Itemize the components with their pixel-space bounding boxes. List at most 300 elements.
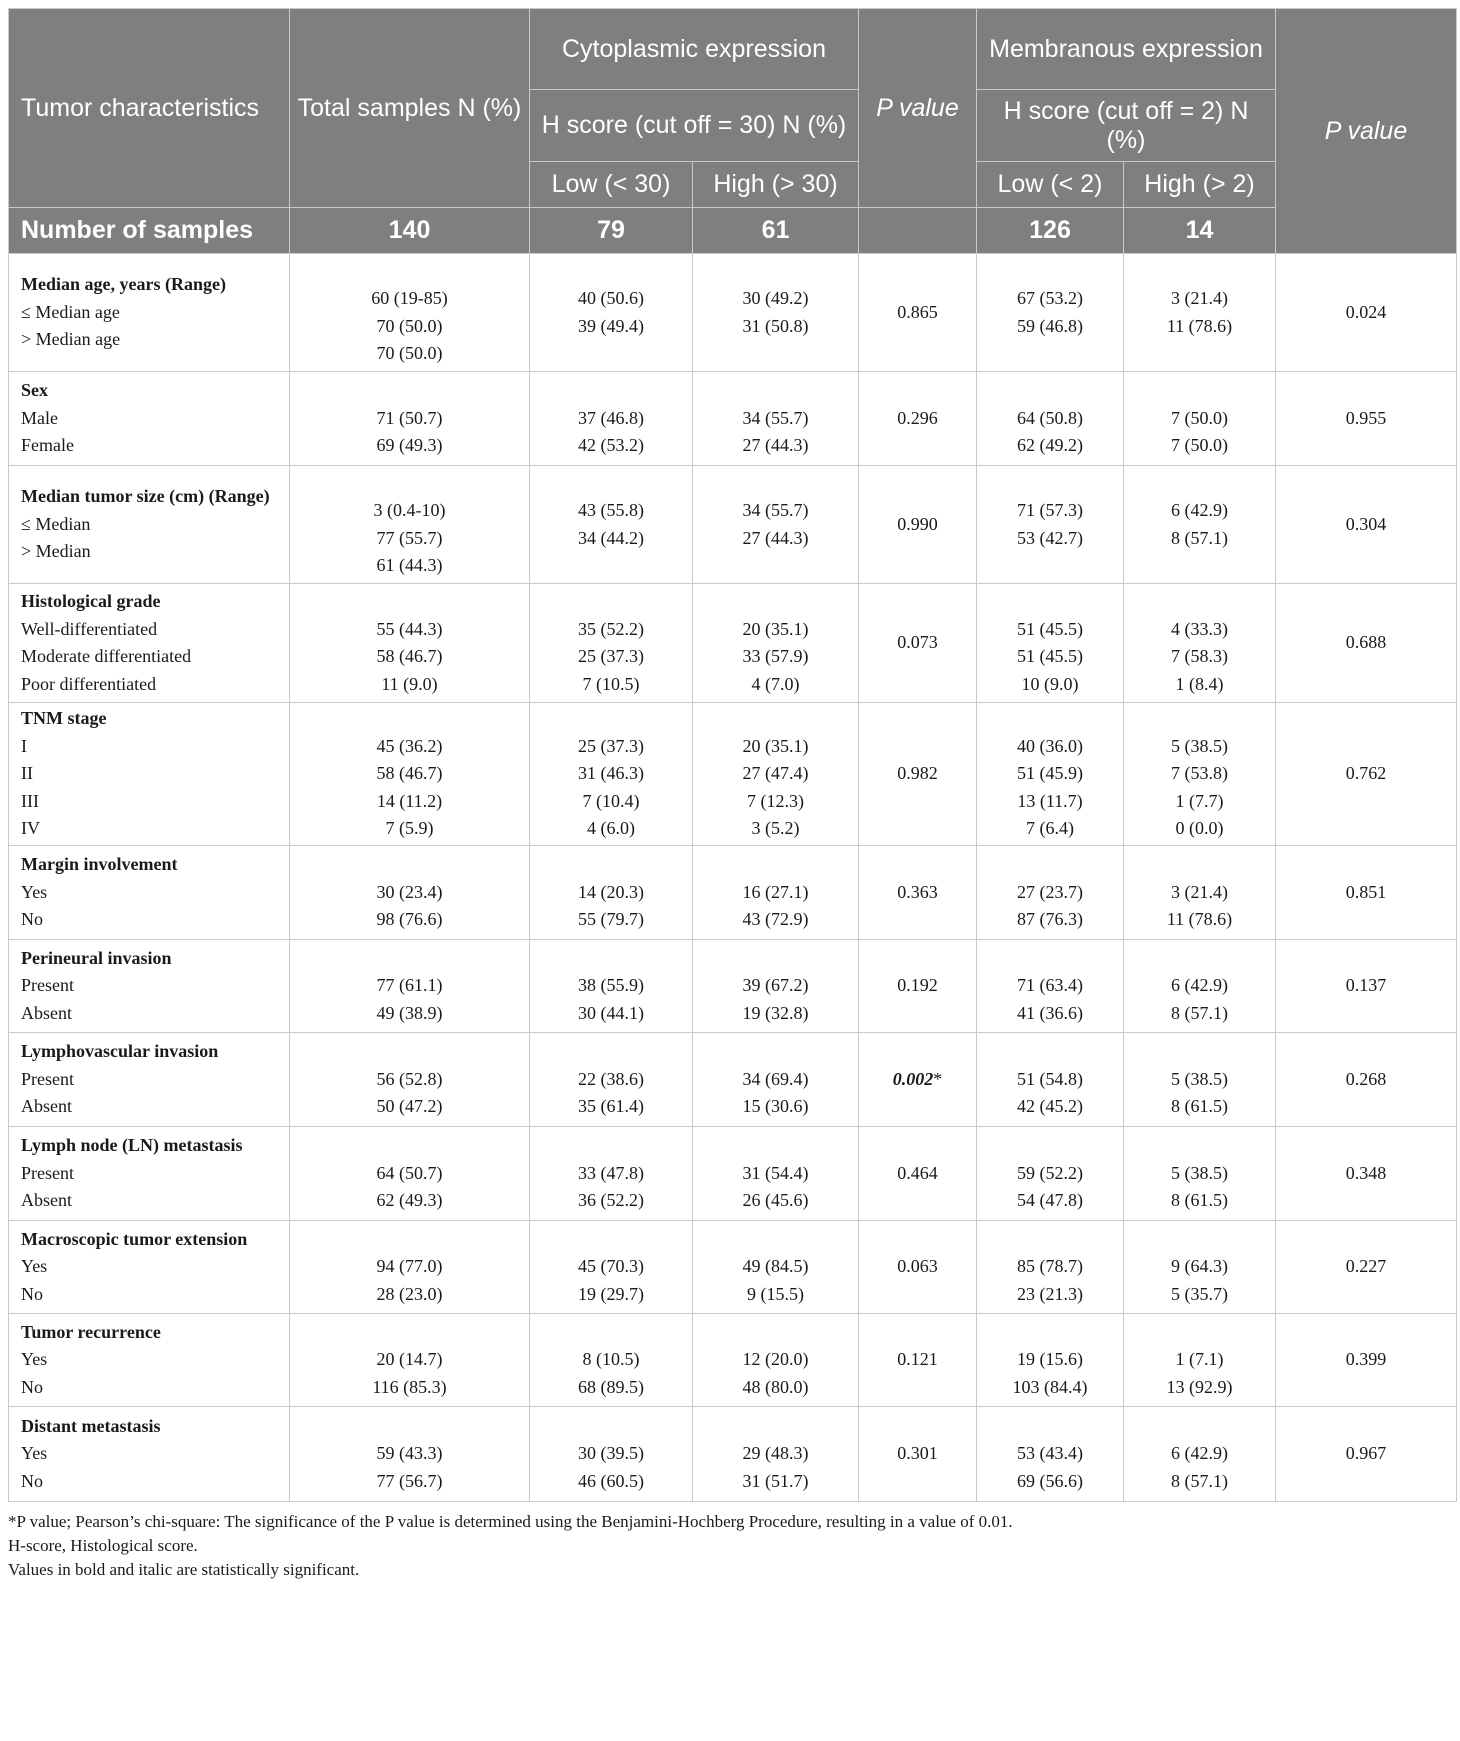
table-row	[9, 1314, 1457, 1407]
cell-p-value	[859, 584, 977, 703]
cell-value: 33 (57.9)	[742, 646, 809, 666]
cell-value: 13 (92.9)	[1166, 1376, 1233, 1397]
table-row	[9, 1127, 1457, 1221]
cell-value	[530, 851, 692, 879]
cell-value	[977, 588, 1123, 616]
cell-value: 56 (52.8)	[376, 1068, 443, 1089]
cell-value	[290, 851, 529, 879]
cell-cyto-high	[693, 1407, 859, 1502]
characteristic-category: No	[21, 1283, 43, 1304]
cell-value	[693, 1038, 858, 1066]
characteristic-heading: Margin involvement	[21, 854, 178, 875]
table-row	[9, 940, 1457, 1033]
cell-value: 14 (11.2)	[376, 790, 443, 811]
characteristic-category: No	[21, 1376, 43, 1397]
cell-total	[290, 1033, 530, 1127]
cell-cyto-high	[693, 372, 859, 466]
cell-value	[290, 1132, 529, 1160]
cell-value: 5 (38.5)	[1171, 735, 1228, 756]
characteristic-category: Absent	[21, 1190, 72, 1211]
cell-value: 46 (60.5)	[578, 1470, 644, 1491]
number-mem-low: 126	[977, 208, 1124, 254]
cell-value: 7 (6.4)	[1026, 818, 1074, 839]
cell-value: 4 (7.0)	[751, 673, 800, 694]
cell-mem-low	[977, 254, 1124, 372]
cell-value: 6 (42.9)	[1171, 500, 1228, 520]
cell-value: 5 (35.7)	[1171, 1283, 1228, 1304]
cell-total	[290, 703, 530, 846]
cell-value: 59 (52.2)	[1017, 1162, 1083, 1183]
table-header	[9, 9, 1457, 254]
cell-value: 19 (32.8)	[742, 1002, 809, 1023]
cell-value	[693, 1132, 858, 1160]
cell-value: 27 (44.3)	[742, 527, 809, 548]
cell-cyto-low	[530, 466, 693, 584]
cell-mem-low	[977, 372, 1124, 466]
characteristic-heading: Macroscopic tumor extension	[21, 1228, 248, 1249]
row-label-cell	[9, 1033, 290, 1127]
p-value: 0.865	[897, 301, 938, 322]
cell-p-value	[1276, 703, 1457, 846]
cell-cyto-high	[693, 254, 859, 372]
cell-value	[977, 1226, 1123, 1254]
cell-mem-low	[977, 1033, 1124, 1127]
cell-value: 42 (45.2)	[1017, 1096, 1083, 1117]
cell-value	[977, 945, 1123, 973]
cell-value: 77 (56.7)	[376, 1470, 443, 1491]
cell-value	[1124, 851, 1275, 879]
cell-p-value	[859, 1127, 977, 1221]
table-row	[9, 703, 1457, 846]
cell-value: 7 (58.3)	[1171, 646, 1228, 666]
cell-p-value	[1276, 466, 1457, 584]
cell-value	[530, 377, 692, 405]
characteristic-category: Present	[21, 1068, 74, 1089]
cell-value	[290, 945, 529, 973]
cell-mem-low	[977, 940, 1124, 1033]
cell-value: 0 (0.0)	[1175, 818, 1224, 839]
table-row	[9, 1407, 1457, 1502]
table-container	[8, 8, 1456, 1582]
cell-value	[693, 851, 858, 879]
cell-total	[290, 1127, 530, 1221]
cell-value: 20 (35.1)	[742, 618, 809, 639]
cell-mem-high	[1124, 1407, 1276, 1502]
cell-p-value	[859, 1407, 977, 1502]
cell-total	[290, 846, 530, 940]
cell-mem-high	[1124, 584, 1276, 703]
cell-value	[693, 377, 858, 405]
row-label-cell	[9, 466, 290, 584]
cell-value	[530, 1132, 692, 1160]
table-row	[9, 466, 1457, 584]
characteristic-category: Absent	[21, 1002, 72, 1023]
table-row	[9, 372, 1457, 466]
cell-value: 37 (46.8)	[578, 407, 644, 428]
cell-value: 19 (29.7)	[578, 1283, 644, 1304]
p-value: 0.192	[897, 975, 938, 996]
cell-value: 40 (36.0)	[1017, 735, 1083, 756]
cell-p-value	[1276, 940, 1457, 1033]
p-value: 0.688	[1345, 632, 1387, 653]
p-value: 0.967	[1345, 1443, 1387, 1464]
cell-value: 1 (7.7)	[1175, 790, 1224, 811]
cell-value: 27 (23.7)	[1017, 881, 1083, 902]
characteristic-category: I	[21, 735, 27, 756]
cell-value	[977, 1132, 1123, 1160]
cell-cyto-low	[530, 1407, 693, 1502]
row-label-cell	[9, 1127, 290, 1221]
cell-mem-high	[1124, 254, 1276, 372]
cell-value: 30 (39.5)	[578, 1443, 644, 1464]
cell-mem-high	[1124, 1314, 1276, 1407]
header-cytoplasmic-expression: Cytoplasmic expression	[530, 9, 859, 90]
cell-value: 9 (15.5)	[747, 1283, 804, 1304]
cell-value: 69 (56.6)	[1017, 1470, 1083, 1491]
significance-mark: *	[933, 1068, 943, 1089]
cell-value	[1124, 705, 1275, 733]
characteristic-heading: Perineural invasion	[21, 947, 172, 968]
cell-value: 7 (5.9)	[385, 818, 434, 839]
cell-value: 29 (48.3)	[742, 1443, 809, 1464]
cell-value	[693, 1413, 858, 1441]
cell-cyto-low	[530, 940, 693, 1033]
row-label-cell	[9, 254, 290, 372]
cell-mem-high	[1124, 1127, 1276, 1221]
cell-value	[1124, 377, 1275, 405]
cell-value: 31 (46.3)	[578, 763, 644, 784]
cell-p-value	[859, 372, 977, 466]
cell-p-value	[859, 466, 977, 584]
cell-p-value	[1276, 1033, 1457, 1127]
cell-value: 71 (57.3)	[1017, 500, 1083, 520]
cell-mem-low	[977, 584, 1124, 703]
cell-value	[1124, 945, 1275, 973]
cell-cyto-high	[693, 1221, 859, 1314]
characteristic-category: Moderate differentiated	[21, 646, 192, 666]
p-value: 0.268	[1345, 1068, 1387, 1089]
cell-p-value	[1276, 1221, 1457, 1314]
cell-value: 45 (36.2)	[376, 735, 443, 756]
cell-value: 8 (57.1)	[1171, 527, 1228, 548]
cell-value	[290, 1413, 529, 1441]
cell-value: 59 (43.3)	[376, 1443, 443, 1464]
cell-value: 1 (8.4)	[1175, 673, 1224, 694]
cell-value: 20 (35.1)	[742, 735, 809, 756]
characteristic-category: Present	[21, 1162, 74, 1183]
number-cyto-high: 61	[693, 208, 859, 254]
cell-value	[290, 377, 529, 405]
characteristic-category: Female	[21, 435, 74, 456]
cell-value: 6 (42.9)	[1171, 1443, 1228, 1464]
characteristic-heading: Histological grade	[21, 591, 161, 611]
footnote: Values in bold and italic are statistically significant.	[8, 1560, 360, 1579]
cell-value	[977, 377, 1123, 405]
p-value: 0.348	[1345, 1162, 1387, 1183]
cell-value: 64 (50.7)	[376, 1162, 443, 1183]
cell-value	[530, 588, 692, 616]
cell-mem-high	[1124, 1221, 1276, 1314]
cell-value: 16 (27.1)	[742, 881, 809, 902]
characteristic-category: IV	[21, 818, 40, 839]
cell-value: 43 (55.8)	[578, 500, 644, 520]
cell-value: 31 (50.8)	[742, 315, 809, 336]
cell-value: 70 (50.0)	[376, 343, 443, 363]
cell-value	[530, 945, 692, 973]
cell-value: 103 (84.4)	[1012, 1376, 1088, 1397]
p-value: 0.121	[897, 1349, 938, 1370]
table-body	[9, 254, 1457, 1502]
cell-value	[693, 945, 858, 973]
row-label-cell	[9, 846, 290, 940]
cell-p-value	[1276, 846, 1457, 940]
footnote: *P value; Pearson’s chi-square: The significance of the P value is determined using the Benjamini-Hochberg Procedure, resulting in a value of 0.01.	[8, 1512, 1013, 1531]
cell-value: 94 (77.0)	[376, 1256, 443, 1277]
cell-value: 8 (61.5)	[1171, 1096, 1228, 1117]
p-value: 0.464	[897, 1162, 938, 1183]
cell-p-value	[859, 703, 977, 846]
characteristic-category: Poor differentiated	[21, 673, 157, 694]
cell-value: 55 (79.7)	[578, 909, 644, 930]
cell-value: 69 (49.3)	[376, 435, 443, 456]
cell-value: 71 (63.4)	[1017, 975, 1083, 996]
header-total-samples: Total samples N (%)	[290, 9, 530, 208]
cell-value: 7 (50.0)	[1171, 407, 1228, 428]
cell-value: 36 (52.2)	[578, 1190, 644, 1211]
cell-value: 38 (55.9)	[578, 975, 644, 996]
p-value: 0.073	[897, 632, 938, 653]
cell-p-value	[1276, 372, 1457, 466]
row-label-cell	[9, 1221, 290, 1314]
cell-value: 13 (11.7)	[1017, 790, 1083, 811]
cell-mem-high	[1124, 372, 1276, 466]
cell-value: 26 (45.6)	[742, 1190, 809, 1211]
cell-value: 12 (20.0)	[742, 1349, 809, 1370]
cell-value: 35 (61.4)	[578, 1096, 644, 1117]
cell-value: 27 (47.4)	[742, 763, 809, 784]
cell-p-value	[859, 254, 977, 372]
cell-value: 53 (42.7)	[1017, 527, 1083, 548]
p-value: 0.296	[897, 407, 938, 428]
characteristic-heading: Tumor recurrence	[21, 1321, 161, 1342]
cell-value: 7 (10.5)	[582, 673, 640, 694]
cell-value: 33 (47.8)	[578, 1162, 644, 1183]
cell-value: 39 (67.2)	[742, 975, 809, 996]
cell-value: 85 (78.7)	[1017, 1256, 1083, 1277]
footnotes	[8, 1502, 1456, 1582]
cell-p-value	[859, 846, 977, 940]
cell-value: 98 (76.6)	[376, 909, 443, 930]
cell-value	[530, 1413, 692, 1441]
cell-p-value	[1276, 584, 1457, 703]
cell-value: 8 (57.1)	[1171, 1002, 1228, 1023]
p-value: 0.301	[897, 1443, 938, 1464]
cell-total	[290, 372, 530, 466]
cell-value: 45 (70.3)	[578, 1256, 644, 1277]
row-label-cell	[9, 584, 290, 703]
cell-total	[290, 1407, 530, 1502]
cell-value	[1124, 1038, 1275, 1066]
cell-value: 71 (50.7)	[376, 407, 443, 428]
cell-value: 87 (76.3)	[1017, 909, 1083, 930]
cell-value	[290, 258, 529, 286]
cell-value	[693, 705, 858, 733]
cell-value	[290, 1226, 529, 1254]
cell-cyto-low	[530, 1127, 693, 1221]
row-label-cell	[9, 1314, 290, 1407]
cell-value: 68 (89.5)	[578, 1376, 644, 1397]
cell-total	[290, 1221, 530, 1314]
header-cyto-low: Low (< 30)	[530, 162, 693, 208]
cell-value	[290, 470, 529, 498]
p-value: 0.227	[1345, 1256, 1387, 1277]
cell-cyto-high	[693, 1127, 859, 1221]
tumor-characteristics-table	[8, 8, 1457, 1502]
cell-cyto-high	[693, 1314, 859, 1407]
cell-mem-low	[977, 1314, 1124, 1407]
cell-cyto-high	[693, 1033, 859, 1127]
cell-value: 77 (55.7)	[376, 527, 443, 548]
cell-value: 42 (53.2)	[578, 435, 644, 456]
cell-value: 48 (80.0)	[742, 1376, 809, 1397]
row-label-cell	[9, 940, 290, 1033]
characteristic-category: No	[21, 909, 43, 930]
cell-value: 34 (44.2)	[578, 527, 644, 548]
characteristic-category: II	[21, 763, 33, 784]
cell-total	[290, 466, 530, 584]
cell-value: 61 (44.3)	[376, 555, 443, 575]
cell-value: 59 (46.8)	[1017, 315, 1083, 336]
cell-value: 67 (53.2)	[1017, 288, 1083, 308]
row-label-cell	[9, 703, 290, 846]
cell-value: 53 (43.4)	[1017, 1443, 1083, 1464]
cell-mem-low	[977, 703, 1124, 846]
cell-value	[530, 1319, 692, 1347]
cell-value	[977, 1319, 1123, 1347]
characteristic-heading: Median tumor size (cm) (Range)	[21, 486, 270, 507]
p-value: 0.990	[897, 513, 938, 534]
cell-value: 30 (23.4)	[376, 881, 443, 902]
cell-value: 34 (55.7)	[742, 500, 809, 520]
cell-value: 51 (45.9)	[1017, 763, 1083, 784]
number-mem-high: 14	[1124, 208, 1276, 254]
characteristic-category: III	[21, 790, 39, 811]
cell-value	[1124, 588, 1275, 616]
number-of-samples-label: Number of samples	[9, 208, 290, 254]
cell-value: 54 (47.8)	[1017, 1190, 1083, 1211]
cell-value: 55 (44.3)	[376, 618, 443, 639]
row-label-cell	[9, 372, 290, 466]
cell-mem-low	[977, 466, 1124, 584]
characteristic-heading: Lymphovascular invasion	[21, 1041, 219, 1062]
p-value: 0.851	[1345, 881, 1387, 902]
cell-value: 9 (64.3)	[1171, 1256, 1228, 1277]
characteristic-category: Yes	[21, 881, 48, 902]
cell-value	[977, 1413, 1123, 1441]
cell-total	[290, 584, 530, 703]
header-tumor-characteristics: Tumor characteristics	[9, 9, 290, 208]
header-membranous-expression: Membranous expression	[977, 9, 1276, 90]
characteristic-heading: Distant metastasis	[21, 1415, 161, 1436]
characteristic-category: No	[21, 1470, 43, 1491]
cell-value: 58 (46.7)	[376, 763, 443, 784]
cell-cyto-low	[530, 254, 693, 372]
cell-value: 4 (6.0)	[587, 818, 635, 839]
cell-p-value	[1276, 254, 1457, 372]
cell-p-value	[1276, 1127, 1457, 1221]
characteristic-category: Absent	[21, 1096, 72, 1117]
cell-value: 62 (49.2)	[1017, 435, 1083, 456]
header-mem-low: Low (< 2)	[977, 162, 1124, 208]
p-value: 0.762	[1345, 763, 1387, 784]
cell-value: 5 (38.5)	[1171, 1068, 1228, 1089]
cell-p-value	[859, 1314, 977, 1407]
cell-value: 70 (50.0)	[376, 315, 443, 336]
cell-value: 51 (45.5)	[1017, 646, 1083, 666]
cell-mem-high	[1124, 466, 1276, 584]
cell-value: 7 (53.8)	[1171, 763, 1228, 784]
header-membranous-hscore: H score (cut off = 2) N (%)	[977, 90, 1276, 162]
cell-total	[290, 940, 530, 1033]
footnote: H-score, Histological score.	[8, 1536, 198, 1555]
cell-value	[530, 1226, 692, 1254]
cell-value: 11 (78.6)	[1166, 315, 1233, 336]
cell-value: 15 (30.6)	[742, 1096, 809, 1117]
row-label-cell	[9, 1407, 290, 1502]
p-value: 0.363	[897, 881, 938, 902]
characteristic-category: Yes	[21, 1349, 48, 1370]
cell-value: 8 (61.5)	[1171, 1190, 1228, 1211]
cell-value: 14 (20.3)	[578, 881, 644, 902]
cell-p-value	[1276, 1407, 1457, 1502]
cell-p-value	[859, 940, 977, 1033]
cell-p-value	[859, 1221, 977, 1314]
characteristic-heading: TNM stage	[21, 708, 107, 729]
table-row	[9, 584, 1457, 703]
cell-value: 10 (9.0)	[1021, 673, 1079, 694]
cell-value: 8 (57.1)	[1171, 1470, 1228, 1491]
cell-value: 40 (50.6)	[578, 288, 644, 308]
cell-value: 19 (15.6)	[1017, 1349, 1083, 1370]
number-cyto-low: 79	[530, 208, 693, 254]
cell-mem-low	[977, 1127, 1124, 1221]
cell-value: 3 (5.2)	[751, 818, 800, 839]
cell-mem-high	[1124, 940, 1276, 1033]
cell-mem-low	[977, 1221, 1124, 1314]
cell-cyto-high	[693, 940, 859, 1033]
number-total: 140	[290, 208, 530, 254]
characteristic-category: Present	[21, 975, 74, 996]
cell-value: 51 (54.8)	[1017, 1068, 1083, 1089]
characteristic-category: Well-differentiated	[21, 618, 158, 639]
cell-value: 34 (69.4)	[742, 1068, 809, 1089]
cell-cyto-low	[530, 1314, 693, 1407]
cell-value: 22 (38.6)	[578, 1068, 644, 1089]
cell-cyto-high	[693, 466, 859, 584]
header-cytoplasmic-hscore: H score (cut off = 30) N (%)	[530, 90, 859, 162]
p-value: 0.982	[897, 763, 938, 784]
cell-value	[1124, 1132, 1275, 1160]
cell-value: 34 (55.7)	[742, 407, 809, 428]
cell-value	[977, 851, 1123, 879]
cell-value: 27 (44.3)	[742, 435, 809, 456]
table-row	[9, 254, 1457, 372]
cell-value: 50 (47.2)	[376, 1096, 443, 1117]
cell-value: 43 (72.9)	[742, 909, 809, 930]
cell-value: 8 (10.5)	[582, 1349, 640, 1370]
cell-value	[1124, 1413, 1275, 1441]
cell-value	[693, 1226, 858, 1254]
